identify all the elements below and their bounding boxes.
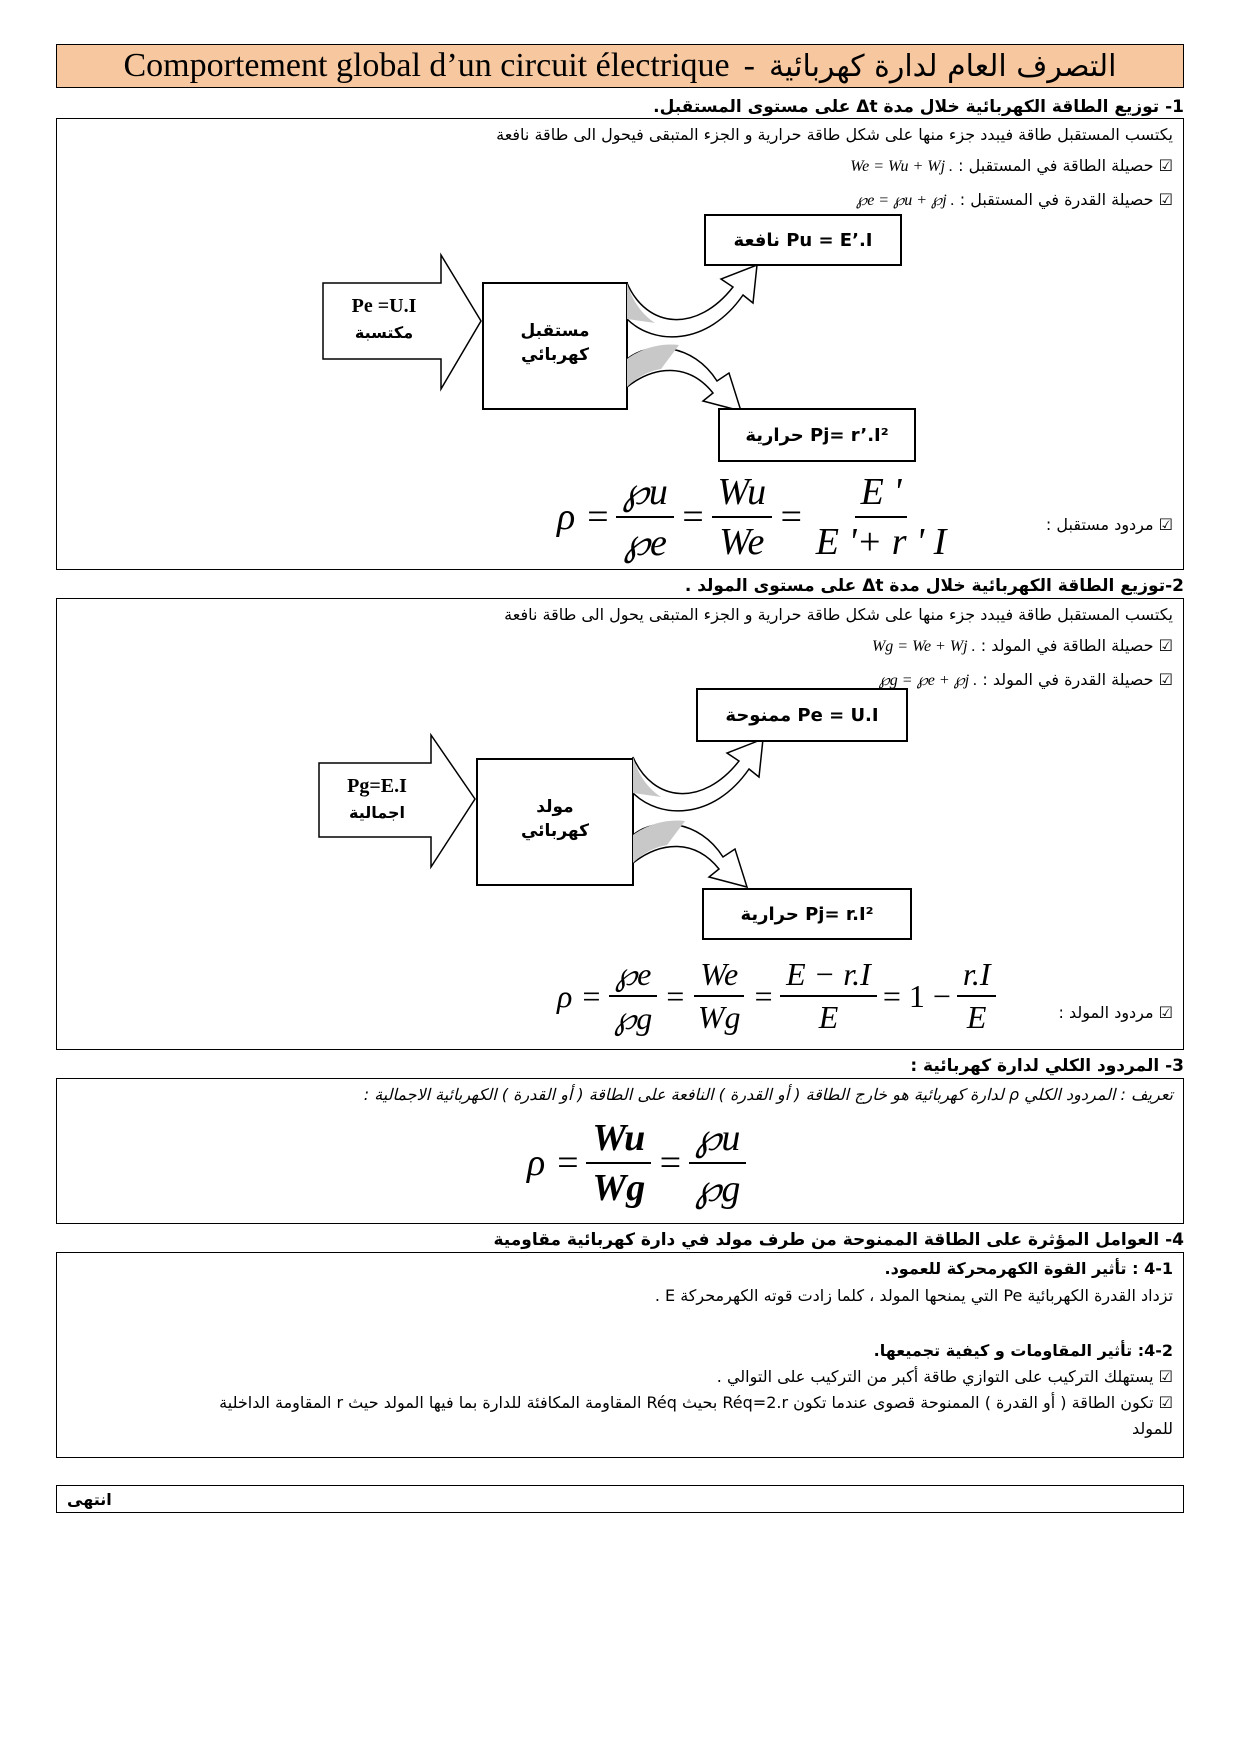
s1-yield-label: ☑ مردود مستقبل : [1045,515,1173,534]
input-arrow-shape [323,255,481,389]
s1-yield-formula [557,469,958,565]
fraction [608,955,658,1037]
denominator: ℘g [613,1000,653,1036]
end-label: انتهى [67,1490,112,1509]
s4-sub1-title: 4-1 : تأثير القوة الكهرمحركة للعمود. [884,1259,1173,1278]
input-power-label: Pe =U.I [351,295,417,317]
s4-sub1-text: تزداد القدرة الكهربائية Pe التي يمنحها المولد ، كلما زادت قوته الكهرمحركة E . [654,1286,1173,1305]
numerator: ℘e [609,955,658,997]
s1-energy-eq: We = Wu + Wj . [850,158,954,175]
title-separator: - [743,47,755,84]
input-power-label: Pg=E.I [347,775,407,797]
denominator: E '+ r ' I [815,521,947,563]
s1-power-label: ☑ حصيلة القدرة في المستقبل : [959,190,1173,209]
section-2-heading: 2-توزيع الطاقة الكهربائية خلال مدة Δt على مستوى المولد . [684,576,1184,596]
input-arrow-shape [319,735,475,867]
useful-power-label: Pe = U.I ممنوحة [725,704,879,726]
thermal-power-label: Pj= r’.I² حرارية [745,424,889,446]
useful-power-label: Pu = E’.I نافعة [733,229,873,251]
generator-label-1: مولد [536,797,574,817]
s4-sub2-title: 4-2: تأثير المقاومات و كيفية تجميعها. [873,1341,1173,1360]
fraction [810,470,953,564]
rho: ρ = [527,1142,581,1184]
denominator: ℘e [623,522,667,564]
numerator: ℘u [616,469,674,518]
receiver-label-1: مستقبل [520,321,590,341]
fraction [712,470,773,564]
denominator: E [966,999,987,1035]
fraction [616,469,674,565]
s2-intro: يكتسب المستقبل طاقة فيبدد جزء منها على شكل طاقة حرارية و الجزء المتبقى يحول الى طاقة نافعة [504,605,1173,624]
useful-curve-arrow [633,739,763,811]
s2-energy-eq: Wg = We + Wj . [871,638,976,655]
section-4-heading: 4- العوامل المؤثرة على الطاقة الممنوحة من طرف مولد في دارة كهربائية مقاومية [493,1230,1184,1250]
equals: = [778,496,804,538]
section-2-box [56,598,1184,1050]
section-1-heading: 1- توزيع الطاقة الكهربائية خلال مدة Δt على مستوى المستقبل. [653,97,1184,117]
denominator: ℘g [694,1168,741,1210]
generator-label-2: كهربائي [520,821,590,841]
end-box [56,1485,1184,1513]
section-3-box [56,1078,1184,1224]
section-1-box [56,118,1184,570]
s1-intro: يكتسب المستقبل طاقة فيبدد جزء منها على شكل طاقة حرارية و الجزء المتبقى فيحول الى طاقة نافعة [496,125,1173,144]
rho: ρ = [557,977,602,1014]
s1-power-eq: ℘e = ℘u + ℘j . [856,192,955,209]
s4-bullet-2b: للمولد [1132,1419,1173,1438]
receiver-label-2: كهربائي [520,345,590,365]
equals: = [664,977,686,1014]
denominator: E [818,999,839,1035]
section-4-box [56,1252,1184,1458]
s3-total-yield-formula [527,1115,752,1211]
s2-energy-label: ☑ حصيلة الطاقة في المولد : [980,636,1173,655]
rho: ρ = [557,496,611,538]
s4-bullet-1: ☑ يستهلك التركيب على التوازي طاقة أكبر من التركيب على التوالي . [716,1367,1173,1386]
s2-power-eq: ℘g = ℘e + ℘j . [878,672,978,689]
numerator: Wu [586,1116,651,1164]
s2-yield-label: ☑ مردود المولد : [1058,1003,1173,1022]
fraction [689,1115,747,1211]
page-title [56,44,1184,88]
fraction [957,956,997,1036]
section-3-heading: 3- المردود الكلي لدارة كهربائية : [910,1056,1184,1076]
numerator: ℘u [689,1115,747,1164]
denominator: Wg [592,1167,646,1209]
equals: = [752,977,775,1014]
numerator: E − r.I [780,956,877,997]
s2-power-label: ☑ حصيلة القدرة في المولد : [982,670,1173,689]
s1-energy-label: ☑ حصيلة الطاقة في المستقبل : [958,156,1173,175]
input-power-word: مكتسبة [354,323,414,342]
thermal-power-label: Pj= r.I² حرارية [740,903,874,925]
s4-bullet-2a: ☑ تكون الطاقة ( أو القدرة ) الممنوحة قصوى عندما تكون Réq=2.r بحيث Réq المقاومة المكافئة للدارة بما فيها المولد حيث r المقاومة الداخلية [219,1393,1173,1412]
fraction [586,1116,651,1210]
s2-yield-formula [557,955,1002,1037]
input-power-word: اجمالية [349,803,405,822]
one-minus: = 1 − [882,977,951,1014]
numerator: Wu [712,470,773,518]
denominator: Wg [697,999,741,1035]
fraction [780,956,877,1036]
numerator: r.I [957,956,997,997]
denominator: We [719,521,765,563]
numerator: We [694,956,744,997]
title-arabic: التصرف العام لدارة كهربائية [768,48,1117,84]
useful-curve-arrow [627,265,757,337]
fraction [692,956,747,1036]
title-french: Comportement global d’un circuit électrique [123,47,730,84]
equals: = [657,1142,683,1184]
equals: = [679,496,706,538]
s3-definition: تعريف : المردود الكلي ρ لدارة كهربائية هو خارج الطاقة ( أو القدرة ) النافعة على الطاقة ( أو القدرة ) الكهربائية الاجمالية : [363,1085,1173,1104]
numerator: E ' [855,470,908,518]
